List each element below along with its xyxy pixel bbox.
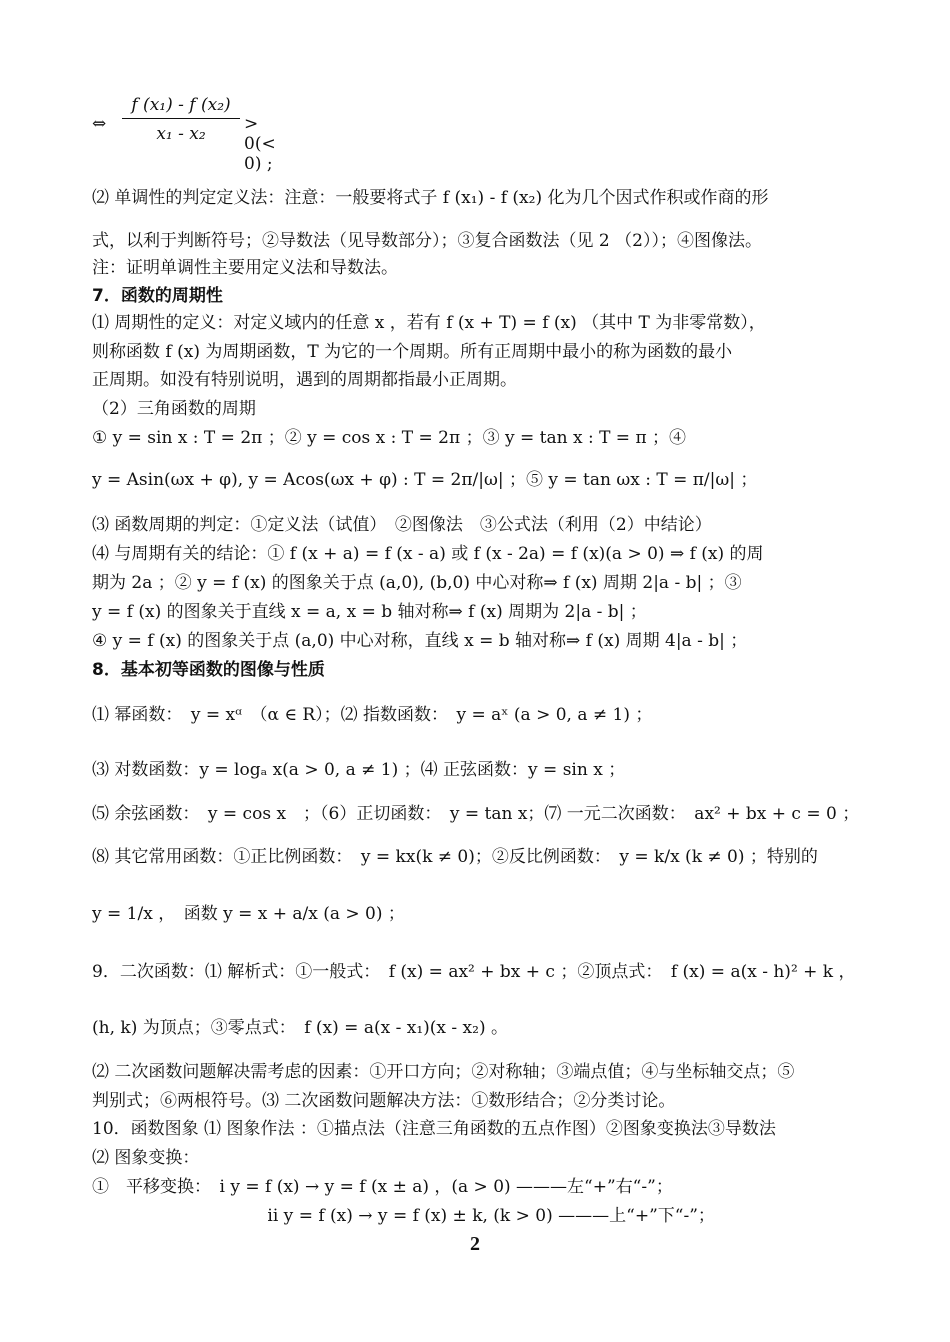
text-line: 9．二次函数：⑴ 解析式：①一般式： f (x) = ax² + bx + c ；②顶点式： f (x) = a(x - h)² + k ， [92,962,856,982]
section-heading: 8．基本初等函数的图像与性质 [92,660,325,680]
section-heading: 7．函数的周期性 [92,286,223,306]
text-line: 注：证明单调性主要用定义法和导数法。 [92,258,398,278]
text-line: ii y = f (x) → y = f (x) ± k, (k > 0) ———上“+”下“-”； [92,1206,715,1226]
text-line: ⑷ 与周期有关的结论：① f (x + a) = f (x - a) 或 f (x - 2a) = f (x)(a > 0) ⇒ f (x) 的周 [92,544,764,564]
text-line: ④ y = f (x) 的图象关于点 (a,0) 中心对称，直线 x = b 轴对称⇒ f (x) 周期 4|a - b| ； [92,631,748,651]
text-line: 正周期。如没有特别说明，遇到的周期都指最小正周期。 [92,370,517,390]
fraction-numerator: f (x₁) - f (x₂) [131,95,231,115]
text-line: 期为 2a ；② y = f (x) 的图象关于点 (a,0), (b,0) 中心对称⇒ f (x) 周期 2|a - b| ；③ [92,573,742,593]
text-line: ⑵ 单调性的判定定义法：注意：一般要将式子 f (x₁) - f (x₂) 化为几个因式作积或作商的形 [92,188,769,208]
text-line: y = 1/x ， 函数 y = x + a/x (a > 0) ； [92,904,405,924]
page-number: 2 [470,1233,480,1255]
fraction-denominator: x₁ - x₂ [156,124,206,144]
text-line: ① 平移变换： i y = f (x) → y = f (x ± a) ，(a > 0) ———左“+”右“-”； [92,1177,673,1197]
text-line: ⑸ 余弦函数： y = cos x ；（6）正切函数： y = tan x；⑺ 一元二次函数： ax² + bx + c = 0 ； [92,804,860,824]
text-line: 式，以利于判断符号；②导数法（见导数部分）；③复合函数法（见 2 （2））；④图像法。 [92,231,762,251]
text-line: ⑵ 二次函数问题解决需考虑的因素：①开口方向；②对称轴；③端点值；④与坐标轴交点；⑤ [92,1062,795,1082]
equivalence-symbol: ⇔ [92,114,107,134]
text-line: 10．函数图象 ⑴ 图象作法 ：①描点法（注意三角函数的五点作图）②图象变换法③导数法 [92,1119,776,1139]
text-line: y = Asin(ωx + φ), y = Acos(ωx + φ) : T = 2π/|ω| ；⑤ y = tan ωx : T = π/|ω| ； [92,470,758,490]
text-line: （2）三角函数的周期 [92,399,256,419]
text-line: ⑴ 周期性的定义：对定义域内的任意 x ，若有 f (x + T) = f (x) （其中 T 为非零常数）， [92,313,766,333]
text-line: 判别式；⑥两根符号。⑶ 二次函数问题解决方法：①数形结合；②分类讨论。 [92,1091,676,1111]
text-line: ⑵ 图象变换： [92,1148,200,1168]
text-line: ⑶ 函数周期的判定：①定义法（试值） ②图像法 ③公式法（利用（2）中结论） [92,515,712,535]
fraction-rhs: > 0(< 0) ; [244,114,276,174]
text-line: (h, k) 为顶点；③零点式： f (x) = a(x - x₁)(x - x₂) 。 [92,1018,508,1038]
text-line: 则称函数 f (x) 为周期函数，T 为它的一个周期。所有正周期中最小的称为函数的最小 [92,342,733,362]
text-line: ⑻ 其它常用函数：①正比例函数： y = kx(k ≠ 0)；②反比例函数： y = k/x (k ≠ 0) ；特别的 [92,847,818,867]
text-line: ① y = sin x : T = 2π ；② y = cos x : T = 2π ；③ y = tan x : T = π ；④ [92,428,687,448]
text-line: y = f (x) 的图象关于直线 x = a, x = b 轴对称⇒ f (x) 周期为 2|a - b| ； [92,602,647,622]
text-line: ⑶ 对数函数：y = logₐ x(a > 0, a ≠ 1) ；⑷ 正弦函数：y = sin x ； [92,760,626,780]
fraction [122,92,240,145]
text-line: ⑴ 幂函数： y = xᵅ （α ∈ R）；⑵ 指数函数： y = aˣ (a > 0, a ≠ 1) ； [92,705,653,725]
